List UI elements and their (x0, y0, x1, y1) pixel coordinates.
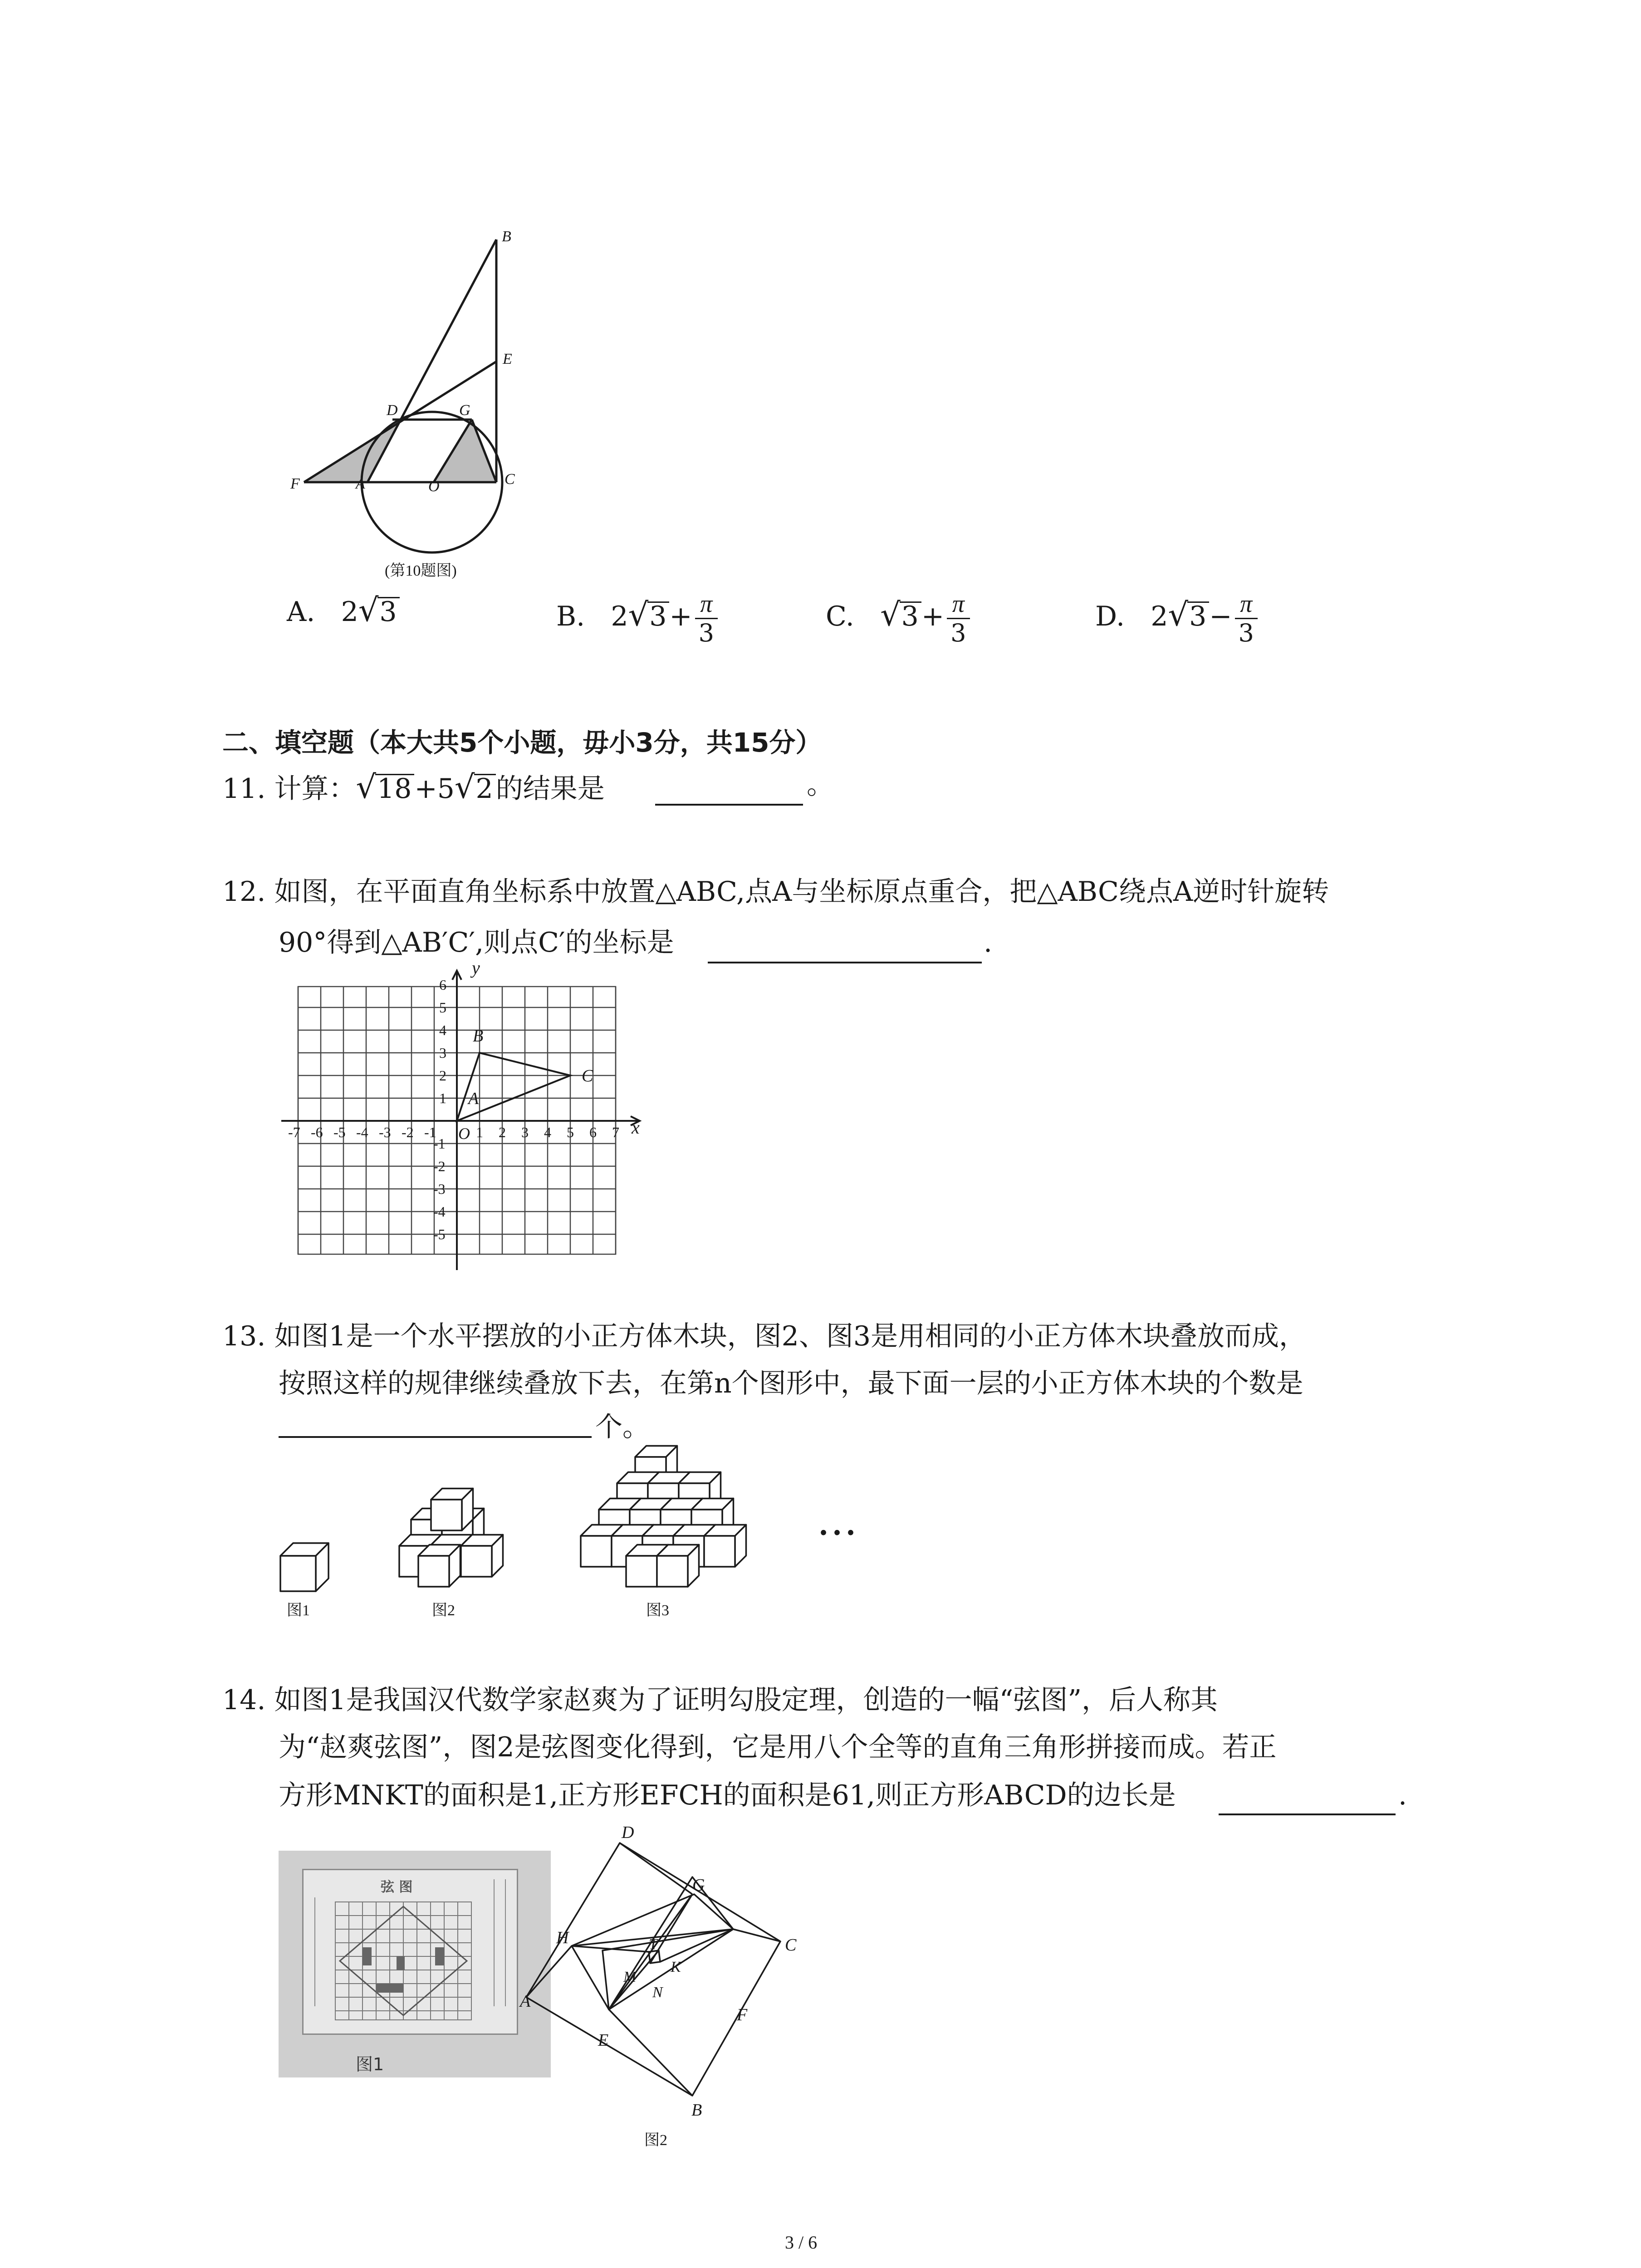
y-tick-label: 6 (439, 977, 446, 993)
q12-end: . (984, 927, 993, 958)
option-letter: B. (556, 601, 585, 633)
question-number: 13. (222, 1320, 266, 1352)
q13-fig1-caption: 图1 (287, 1602, 310, 1619)
q14-fig1-caption: 图1 (356, 2054, 384, 2074)
q14-label-f: F (737, 2005, 748, 2024)
photo-title: 弦 图 (381, 1879, 413, 1895)
q10-point-b: B (502, 228, 511, 245)
x-tick-label: -7 (288, 1124, 300, 1140)
y-tick-label: -4 (433, 1203, 446, 1220)
q11-end: 。 (807, 769, 834, 801)
q10-caption: (第10题图) (385, 562, 457, 579)
option-radicand: 3 (900, 601, 921, 630)
q12-point-c: C (582, 1066, 593, 1085)
q14-text-1: 如图1是我国汉代数学家赵爽为了证明勾股定理，创造的一幅“弦图”，后人称其 (274, 1684, 1218, 1716)
q11-radicand-1: 18 (375, 774, 414, 802)
q10-point-a: A (356, 475, 365, 492)
question-number: 14. (222, 1684, 266, 1716)
x-tick-label: -4 (356, 1124, 368, 1140)
q11-line: 11. 计算：√18 +5√2 的结果是 (222, 768, 605, 806)
section-title: 二、填空题（本大共5个小题，毋小3分，共15分） (222, 727, 822, 758)
q13-ellipsis: … (817, 1497, 857, 1545)
q14-fig2-caption: 图2 (644, 2132, 667, 2149)
q14-label-c: C (785, 1936, 797, 1955)
question-number: 11. (222, 773, 266, 805)
x-tick-label: 1 (476, 1124, 483, 1140)
option-fraction: $\frac{\pi}{3}$ (695, 590, 718, 647)
q10-point-o: O (428, 478, 440, 495)
x-tick-label: 7 (612, 1124, 619, 1140)
q13-text-1: 如图1是一个水平摆放的小正方体木块，图2、图3是用相同的小正方体木块叠放而成， (274, 1320, 1307, 1352)
option-fraction: $\frac{\pi}{3}$ (1235, 590, 1258, 647)
x-tick-label: 2 (499, 1124, 506, 1140)
option-coef: 2 (611, 601, 628, 633)
q11-mid: +5 (414, 773, 455, 805)
q12-origin: O (458, 1124, 470, 1143)
option-fraction: $\frac{\pi}{3}$ (947, 590, 970, 647)
option-letter: D. (1095, 601, 1125, 633)
q14-line-2: 为“赵爽弦图”，图2是弦图变化得到，它是用八个全等的直角三角形拼接而成。若正 (279, 1731, 1277, 1763)
option-operator: + (669, 601, 692, 633)
x-tick-label: -6 (311, 1124, 323, 1140)
q14-label-b: B (691, 2101, 702, 2120)
y-tick-label: -5 (433, 1226, 446, 1242)
q14-end: . (1398, 1779, 1407, 1811)
q12-axis-y-label: y (472, 958, 480, 978)
q13-line-2: 按照这样的规律继续叠放下去，在第n个图形中，最下面一层的小正方体木块的个数是 (279, 1368, 1303, 1399)
option-operator: + (921, 601, 945, 633)
q10-point-c: C (505, 471, 515, 488)
q10-point-d: D (387, 402, 398, 419)
q12-text-1: 如图，在平面直角坐标系中放置△ABC,点A与坐标原点重合，把△ABC绕点A逆时针旋转 (274, 876, 1329, 908)
x-tick-label: 5 (567, 1124, 574, 1140)
q10-point-e: E (503, 351, 512, 367)
x-tick-label: -5 (333, 1124, 346, 1140)
x-tick-label: -3 (379, 1124, 391, 1140)
question-number: 12. (222, 876, 266, 908)
y-tick-label: -1 (433, 1135, 446, 1152)
q10-option-a: A. 2√3 (287, 594, 400, 626)
q14-label-e: E (598, 2031, 609, 2050)
x-tick-label: 6 (589, 1124, 597, 1140)
q14-label-d: D (622, 1823, 634, 1842)
q13-fig3-caption: 图3 (646, 1602, 669, 1619)
option-radicand: 3 (1187, 601, 1209, 630)
q14-label-g: G (692, 1876, 705, 1895)
x-tick-label: 3 (521, 1124, 529, 1140)
x-tick-label: -2 (402, 1124, 414, 1140)
q11-lead: 计算： (274, 773, 356, 805)
q12-point-b: B (473, 1026, 484, 1046)
y-tick-label: -2 (433, 1158, 446, 1174)
q14-label-m: M (623, 1969, 637, 1985)
q10-point-f: F (290, 475, 300, 492)
q10-option-d: D. 2√3 − $\frac{\pi}{3}$ (1095, 590, 1258, 647)
option-letter: C. (826, 601, 854, 633)
y-tick-label: 3 (439, 1045, 446, 1061)
page-number: 3 / 6 (785, 2232, 818, 2253)
option-letter: A. (287, 596, 315, 628)
option-coef: 2 (1151, 601, 1168, 633)
q12-line-2: 90°得到△AB′C′,则点C′的坐标是 (279, 927, 674, 958)
q13-fig2-caption: 图2 (432, 1602, 455, 1619)
q14-label-h: H (556, 1928, 569, 1947)
y-tick-label: 5 (439, 999, 446, 1016)
q12-axis-x-label: x (632, 1117, 640, 1138)
q11-tail: 的结果是 (495, 773, 605, 805)
option-radicand: 3 (647, 601, 669, 630)
q10-option-c: C. √3 + $\frac{\pi}{3}$ (826, 590, 970, 647)
option-operator: − (1209, 601, 1232, 633)
x-tick-label: 4 (544, 1124, 551, 1140)
q14-line-3: 方形MNKT的面积是1,正方形EFCH的面积是61,则正方形ABCD的边长是 (279, 1779, 1176, 1811)
q14-label-t: T (649, 1936, 657, 1953)
q10-point-g: G (459, 402, 470, 419)
option-coef: 2 (341, 596, 358, 628)
q13-tail: 个。 (595, 1411, 650, 1443)
q12-point-a: A (468, 1089, 479, 1108)
y-tick-label: 2 (439, 1067, 446, 1084)
y-tick-label: -3 (433, 1181, 446, 1197)
q14-label-n: N (652, 1984, 663, 2001)
y-tick-label: 4 (439, 1022, 446, 1038)
y-tick-label: 1 (439, 1090, 446, 1106)
q10-option-b: B. 2√3 + $\frac{\pi}{3}$ (556, 590, 718, 647)
q14-label-k: K (671, 1959, 681, 1975)
x-tick-label: -1 (424, 1124, 436, 1140)
option-radicand: 3 (377, 597, 399, 626)
q11-radicand-2: 2 (474, 774, 496, 802)
q14-label-a: A (520, 1992, 531, 2011)
